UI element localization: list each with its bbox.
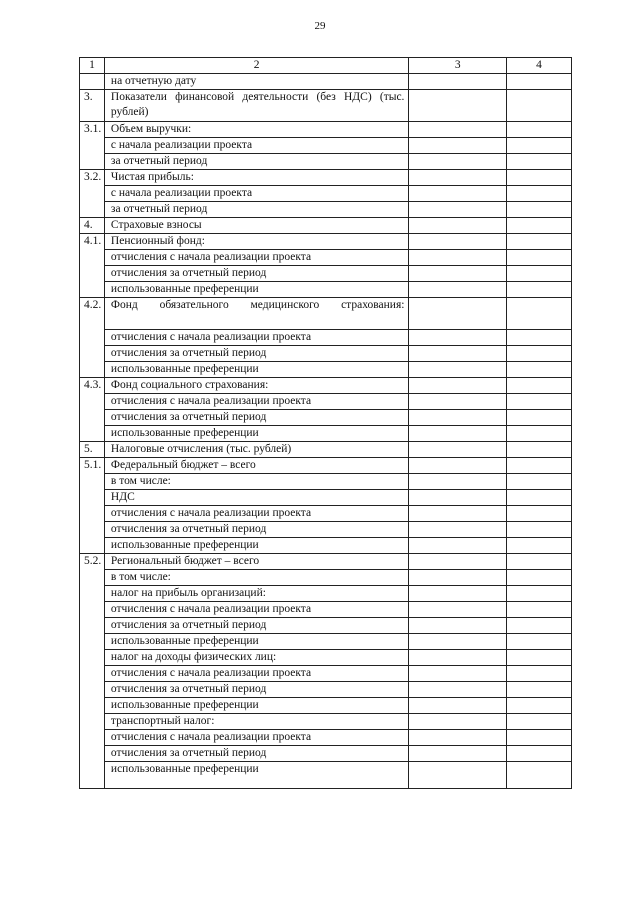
value-cell-col4[interactable] — [506, 586, 571, 602]
row-number — [80, 266, 105, 282]
value-cell-col4[interactable] — [506, 490, 571, 506]
value-cell-col4[interactable] — [506, 570, 571, 586]
value-cell-col4[interactable] — [506, 538, 571, 554]
value-cell-col4[interactable] — [506, 154, 571, 170]
value-cell-col4[interactable] — [506, 298, 571, 330]
row-number — [80, 490, 105, 506]
row-label: использованные преференции — [104, 698, 409, 714]
value-cell-col4[interactable] — [506, 458, 571, 474]
table-row — [80, 426, 572, 442]
row-number — [80, 282, 105, 298]
table-row — [80, 730, 572, 746]
row-number — [80, 346, 105, 362]
table-row — [80, 122, 572, 138]
row-number: 5. — [80, 442, 105, 458]
table-body — [80, 74, 572, 789]
table-row — [80, 202, 572, 218]
row-label: отчисления с начала реализации проекта — [104, 666, 409, 682]
value-cell-col3[interactable] — [409, 138, 507, 154]
value-cell-col4[interactable] — [506, 554, 571, 570]
table-row — [80, 602, 572, 618]
row-number — [80, 682, 105, 698]
row-number — [80, 426, 105, 442]
row-label: за отчетный период — [104, 202, 409, 218]
row-number: 4. — [80, 218, 105, 234]
row-number — [80, 634, 105, 650]
row-label: отчисления за отчетный период — [104, 266, 409, 282]
row-label: Региональный бюджет – всего — [104, 554, 409, 570]
row-number — [80, 570, 105, 586]
row-number — [80, 186, 105, 202]
row-number — [80, 762, 105, 789]
table-row — [80, 618, 572, 634]
value-cell-col4[interactable] — [506, 330, 571, 346]
value-cell-col4[interactable] — [506, 426, 571, 442]
value-cell-col4[interactable] — [506, 394, 571, 410]
row-label: Страховые взносы — [104, 218, 409, 234]
table-row — [80, 282, 572, 298]
table-row — [80, 586, 572, 602]
row-label: отчисления за отчетный период — [104, 618, 409, 634]
value-cell-col3[interactable] — [409, 218, 507, 234]
table-row — [80, 346, 572, 362]
value-cell-col4[interactable] — [506, 378, 571, 394]
row-label: отчисления с начала реализации проекта — [104, 250, 409, 266]
value-cell-col4[interactable] — [506, 186, 571, 202]
table-row — [80, 506, 572, 522]
table-row — [80, 138, 572, 154]
row-number — [80, 394, 105, 410]
value-cell-col4[interactable] — [506, 90, 571, 122]
row-label: в том числе: — [104, 570, 409, 586]
value-cell-col4[interactable] — [506, 218, 571, 234]
value-cell-col3[interactable] — [409, 154, 507, 170]
row-number — [80, 506, 105, 522]
row-number: 3.2. — [80, 170, 105, 186]
row-label: за отчетный период — [104, 154, 409, 170]
value-cell-col4[interactable] — [506, 410, 571, 426]
value-cell-col4[interactable] — [506, 122, 571, 138]
row-number — [80, 522, 105, 538]
row-number: 4.2. — [80, 298, 105, 330]
value-cell-col3[interactable] — [409, 458, 507, 474]
row-label: отчисления за отчетный период — [104, 682, 409, 698]
value-cell-col3[interactable] — [409, 330, 507, 346]
table-row — [80, 682, 572, 698]
value-cell-col3[interactable] — [409, 410, 507, 426]
table-row — [80, 650, 572, 666]
row-number: 3.1. — [80, 122, 105, 138]
table-row — [80, 170, 572, 186]
table-row — [80, 698, 572, 714]
row-label: отчисления за отчетный период — [104, 346, 409, 362]
value-cell-col3[interactable] — [409, 90, 507, 122]
row-label: использованные преференции — [104, 426, 409, 442]
row-label: на отчетную дату — [104, 74, 409, 90]
row-label: Фонд обязательного медицинского страхования: — [104, 298, 409, 330]
row-label: Показатели финансовой деятельности (без НДС) (тыс. рублей) — [104, 90, 409, 122]
value-cell-col3[interactable] — [409, 474, 507, 490]
column-header-3: 3 — [409, 58, 507, 74]
table-row — [80, 570, 572, 586]
row-label: Объем выручки: — [104, 122, 409, 138]
row-number — [80, 538, 105, 554]
value-cell-col3[interactable] — [409, 554, 507, 570]
table-row — [80, 90, 572, 122]
row-number: 5.1. — [80, 458, 105, 474]
row-number — [80, 602, 105, 618]
value-cell-col4[interactable] — [506, 506, 571, 522]
value-cell-col4[interactable] — [506, 362, 571, 378]
table-row — [80, 714, 572, 730]
row-number — [80, 250, 105, 266]
value-cell-col3[interactable] — [409, 714, 507, 730]
column-header-2: 2 — [104, 58, 409, 74]
row-label: с начала реализации проекта — [104, 186, 409, 202]
value-cell-col4[interactable] — [506, 202, 571, 218]
value-cell-col3[interactable] — [409, 634, 507, 650]
row-label: Налоговые отчисления (тыс. рублей) — [104, 442, 409, 458]
table-row — [80, 250, 572, 266]
column-header-1: 1 — [80, 58, 105, 74]
value-cell-col3[interactable] — [409, 394, 507, 410]
value-cell-col4[interactable] — [506, 634, 571, 650]
row-label: отчисления за отчетный период — [104, 746, 409, 762]
value-cell-col3[interactable] — [409, 586, 507, 602]
value-cell-col3[interactable] — [409, 570, 507, 586]
row-label: Чистая прибыль: — [104, 170, 409, 186]
value-cell-col3[interactable] — [409, 490, 507, 506]
table-row — [80, 762, 572, 789]
page-number: 29 — [314, 20, 326, 32]
value-cell-col4[interactable] — [506, 474, 571, 490]
value-cell-col4[interactable] — [506, 730, 571, 746]
table-row — [80, 490, 572, 506]
row-label: отчисления с начала реализации проекта — [104, 394, 409, 410]
value-cell-col4[interactable] — [506, 650, 571, 666]
value-cell-col4[interactable] — [506, 74, 571, 90]
value-cell-col3[interactable] — [409, 650, 507, 666]
table-row — [80, 746, 572, 762]
value-cell-col3[interactable] — [409, 362, 507, 378]
table-row — [80, 154, 572, 170]
value-cell-col4[interactable] — [506, 522, 571, 538]
row-label: НДС — [104, 490, 409, 506]
row-label: использованные преференции — [104, 762, 409, 789]
value-cell-col3[interactable] — [409, 698, 507, 714]
column-header-4: 4 — [506, 58, 571, 74]
value-cell-col4[interactable] — [506, 746, 571, 762]
row-number — [80, 362, 105, 378]
value-cell-col4[interactable] — [506, 346, 571, 362]
row-label: отчисления за отчетный период — [104, 522, 409, 538]
row-label: Фонд социального страхования: — [104, 378, 409, 394]
row-label: отчисления с начала реализации проекта — [104, 506, 409, 522]
value-cell-col3[interactable] — [409, 618, 507, 634]
value-cell-col3[interactable] — [409, 282, 507, 298]
row-label: в том числе: — [104, 474, 409, 490]
row-number — [80, 410, 105, 426]
row-number — [80, 74, 105, 90]
row-label: транспортный налог: — [104, 714, 409, 730]
value-cell-col3[interactable] — [409, 170, 507, 186]
value-cell-col3[interactable] — [409, 730, 507, 746]
row-label: Пенсионный фонд: — [104, 234, 409, 250]
value-cell-col3[interactable] — [409, 666, 507, 682]
row-number — [80, 586, 105, 602]
row-number: 5.2. — [80, 554, 105, 570]
value-cell-col3[interactable] — [409, 234, 507, 250]
row-label: Федеральный бюджет – всего — [104, 458, 409, 474]
row-number — [80, 330, 105, 346]
row-number — [80, 650, 105, 666]
row-number — [80, 698, 105, 714]
value-cell-col4[interactable] — [506, 682, 571, 698]
table-row — [80, 442, 572, 458]
table-row — [80, 218, 572, 234]
table-row — [80, 298, 572, 330]
value-cell-col3[interactable] — [409, 250, 507, 266]
table-row — [80, 634, 572, 650]
value-cell-col4[interactable] — [506, 602, 571, 618]
value-cell-col4[interactable] — [506, 762, 571, 789]
row-label: использованные преференции — [104, 538, 409, 554]
row-label: отчисления с начала реализации проекта — [104, 602, 409, 618]
table-row — [80, 458, 572, 474]
value-cell-col4[interactable] — [506, 170, 571, 186]
value-cell-col4[interactable] — [506, 282, 571, 298]
value-cell-col4[interactable] — [506, 698, 571, 714]
row-number — [80, 730, 105, 746]
row-number — [80, 154, 105, 170]
value-cell-col3[interactable] — [409, 762, 507, 789]
value-cell-col3[interactable] — [409, 346, 507, 362]
row-label: с начала реализации проекта — [104, 138, 409, 154]
report-table — [79, 57, 572, 789]
value-cell-col4[interactable] — [506, 138, 571, 154]
table-row — [80, 522, 572, 538]
table-row — [80, 474, 572, 490]
row-number: 4.3. — [80, 378, 105, 394]
row-number — [80, 714, 105, 730]
row-number — [80, 138, 105, 154]
value-cell-col4[interactable] — [506, 234, 571, 250]
value-cell-col3[interactable] — [409, 266, 507, 282]
value-cell-col3[interactable] — [409, 442, 507, 458]
row-label: использованные преференции — [104, 282, 409, 298]
table-row — [80, 186, 572, 202]
value-cell-col4[interactable] — [506, 442, 571, 458]
row-number: 4.1. — [80, 234, 105, 250]
value-cell-col4[interactable] — [506, 714, 571, 730]
table-row — [80, 394, 572, 410]
value-cell-col3[interactable] — [409, 506, 507, 522]
table-row — [80, 538, 572, 554]
value-cell-col3[interactable] — [409, 746, 507, 762]
value-cell-col3[interactable] — [409, 298, 507, 330]
row-label: использованные преференции — [104, 634, 409, 650]
value-cell-col4[interactable] — [506, 666, 571, 682]
value-cell-col4[interactable] — [506, 618, 571, 634]
value-cell-col3[interactable] — [409, 378, 507, 394]
value-cell-col3[interactable] — [409, 74, 507, 90]
row-number — [80, 474, 105, 490]
table-row — [80, 266, 572, 282]
value-cell-col3[interactable] — [409, 602, 507, 618]
value-cell-col3[interactable] — [409, 426, 507, 442]
value-cell-col3[interactable] — [409, 682, 507, 698]
table-row — [80, 330, 572, 346]
table-row — [80, 234, 572, 250]
value-cell-col3[interactable] — [409, 522, 507, 538]
row-number — [80, 202, 105, 218]
row-number — [80, 746, 105, 762]
row-label: отчисления с начала реализации проекта — [104, 330, 409, 346]
table-row — [80, 554, 572, 570]
table-row — [80, 362, 572, 378]
table-row — [80, 666, 572, 682]
row-label: налог на доходы физических лиц: — [104, 650, 409, 666]
row-number: 3. — [80, 90, 105, 122]
value-cell-col3[interactable] — [409, 538, 507, 554]
table-row — [80, 74, 572, 90]
row-label: налог на прибыль организаций: — [104, 586, 409, 602]
value-cell-col4[interactable] — [506, 266, 571, 282]
row-label: использованные преференции — [104, 362, 409, 378]
table-row — [80, 378, 572, 394]
value-cell-col3[interactable] — [409, 202, 507, 218]
row-number — [80, 666, 105, 682]
value-cell-col3[interactable] — [409, 186, 507, 202]
row-number — [80, 618, 105, 634]
value-cell-col4[interactable] — [506, 250, 571, 266]
row-label: отчисления с начала реализации проекта — [104, 730, 409, 746]
row-label: отчисления за отчетный период — [104, 410, 409, 426]
table-header-row — [80, 58, 572, 74]
table-row — [80, 410, 572, 426]
value-cell-col3[interactable] — [409, 122, 507, 138]
